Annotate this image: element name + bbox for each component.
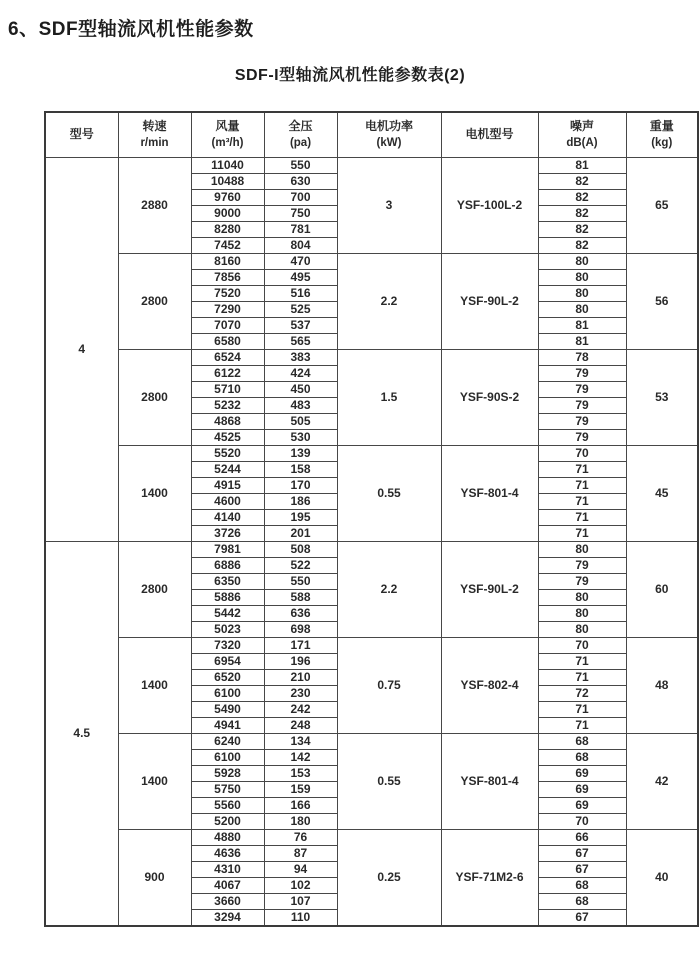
table-row [45, 733, 698, 749]
col-header-power [337, 112, 441, 157]
cell-pressure: 134 [264, 733, 337, 749]
cell-motor: YSF-802-4 [441, 637, 538, 733]
col-header-pressure [264, 112, 337, 157]
col-header-unit: (m³/h) [211, 137, 244, 150]
cell-noise: 68 [538, 893, 626, 909]
col-header-label: 电机型号 [465, 127, 514, 142]
cell-pressure: 495 [264, 269, 337, 285]
cell-noise: 71 [538, 461, 626, 477]
cell-noise: 81 [538, 333, 626, 349]
cell-noise: 67 [538, 909, 626, 926]
cell-pressure: 196 [264, 653, 337, 669]
cell-noise: 69 [538, 781, 626, 797]
cell-airflow: 7452 [191, 237, 264, 253]
cell-noise: 80 [538, 269, 626, 285]
cell-noise: 80 [538, 589, 626, 605]
cell-noise: 81 [538, 317, 626, 333]
cell-airflow: 4310 [191, 861, 264, 877]
cell-airflow: 4600 [191, 493, 264, 509]
cell-pressure: 159 [264, 781, 337, 797]
col-header-label: 风量 [215, 119, 240, 134]
cell-speed: 2800 [118, 253, 191, 349]
cell-pressure: 537 [264, 317, 337, 333]
cell-airflow: 7520 [191, 285, 264, 301]
cell-pressure: 170 [264, 477, 337, 493]
cell-airflow: 5750 [191, 781, 264, 797]
cell-power: 0.75 [337, 637, 441, 733]
cell-airflow: 9760 [191, 189, 264, 205]
cell-airflow: 11040 [191, 157, 264, 173]
cell-noise: 67 [538, 861, 626, 877]
cell-power: 1.5 [337, 349, 441, 445]
table-row [45, 157, 698, 173]
cell-noise: 80 [538, 301, 626, 317]
cell-weight: 45 [626, 445, 698, 541]
cell-weight: 53 [626, 349, 698, 445]
cell-pressure: 102 [264, 877, 337, 893]
cell-airflow: 6954 [191, 653, 264, 669]
cell-pressure: 565 [264, 333, 337, 349]
cell-noise: 69 [538, 765, 626, 781]
cell-pressure: 508 [264, 541, 337, 557]
cell-airflow: 6122 [191, 365, 264, 381]
cell-airflow: 6350 [191, 573, 264, 589]
cell-airflow: 4525 [191, 429, 264, 445]
cell-pressure: 522 [264, 557, 337, 573]
cell-pressure: 630 [264, 173, 337, 189]
cell-pressure: 550 [264, 157, 337, 173]
cell-pressure: 166 [264, 797, 337, 813]
cell-airflow: 4636 [191, 845, 264, 861]
cell-noise: 69 [538, 797, 626, 813]
cell-power: 2.2 [337, 541, 441, 637]
cell-noise: 71 [538, 477, 626, 493]
cell-noise: 68 [538, 877, 626, 893]
cell-airflow: 7320 [191, 637, 264, 653]
cell-pressure: 248 [264, 717, 337, 733]
cell-airflow: 6100 [191, 685, 264, 701]
cell-noise: 79 [538, 573, 626, 589]
cell-airflow: 3726 [191, 525, 264, 541]
cell-noise: 82 [538, 205, 626, 221]
cell-pressure: 195 [264, 509, 337, 525]
cell-pressure: 94 [264, 861, 337, 877]
cell-noise: 79 [538, 557, 626, 573]
cell-weight: 65 [626, 157, 698, 253]
cell-noise: 80 [538, 621, 626, 637]
cell-airflow: 7856 [191, 269, 264, 285]
cell-airflow: 9000 [191, 205, 264, 221]
cell-pressure: 588 [264, 589, 337, 605]
cell-pressure: 230 [264, 685, 337, 701]
table-title: SDF-I型轴流风机性能参数表(2) [234, 67, 466, 84]
cell-airflow: 4941 [191, 717, 264, 733]
cell-airflow: 7290 [191, 301, 264, 317]
cell-airflow: 5710 [191, 381, 264, 397]
cell-airflow: 4140 [191, 509, 264, 525]
col-header-unit: (pa) [289, 137, 312, 150]
table-row [45, 253, 698, 269]
page-title: 6、SDF型轴流风机性能参数 [8, 19, 254, 40]
cell-motor: YSF-71M2-6 [441, 829, 538, 926]
cell-noise: 78 [538, 349, 626, 365]
cell-noise: 79 [538, 381, 626, 397]
cell-motor: YSF-90S-2 [441, 349, 538, 445]
cell-noise: 80 [538, 285, 626, 301]
cell-pressure: 483 [264, 397, 337, 413]
cell-noise: 79 [538, 413, 626, 429]
col-header-weight [626, 112, 698, 157]
cell-noise: 80 [538, 253, 626, 269]
cell-pressure: 210 [264, 669, 337, 685]
col-header-speed [118, 112, 191, 157]
cell-weight: 42 [626, 733, 698, 829]
cell-pressure: 186 [264, 493, 337, 509]
cell-pressure: 550 [264, 573, 337, 589]
cell-airflow: 5442 [191, 605, 264, 621]
cell-power: 3 [337, 157, 441, 253]
col-header-unit: (kW) [376, 137, 402, 150]
cell-pressure: 424 [264, 365, 337, 381]
cell-noise: 71 [538, 669, 626, 685]
cell-airflow: 10488 [191, 173, 264, 189]
cell-noise: 82 [538, 237, 626, 253]
cell-airflow: 6886 [191, 557, 264, 573]
cell-weight: 40 [626, 829, 698, 926]
cell-airflow: 7981 [191, 541, 264, 557]
cell-weight: 48 [626, 637, 698, 733]
cell-pressure: 242 [264, 701, 337, 717]
cell-model: 4 [45, 157, 118, 541]
table-header [45, 112, 698, 157]
cell-noise: 70 [538, 445, 626, 461]
cell-pressure: 171 [264, 637, 337, 653]
cell-airflow: 5232 [191, 397, 264, 413]
cell-noise: 82 [538, 189, 626, 205]
table-row [45, 541, 698, 557]
cell-noise: 80 [538, 541, 626, 557]
cell-noise: 80 [538, 605, 626, 621]
cell-pressure: 505 [264, 413, 337, 429]
cell-noise: 70 [538, 813, 626, 829]
col-header-label: 电机功率 [364, 119, 413, 134]
cell-pressure: 139 [264, 445, 337, 461]
col-header-motor [441, 112, 538, 157]
cell-motor: YSF-801-4 [441, 733, 538, 829]
cell-airflow: 5244 [191, 461, 264, 477]
col-header-label: 转速 [142, 119, 167, 134]
cell-noise: 71 [538, 509, 626, 525]
cell-speed: 1400 [118, 637, 191, 733]
col-header-unit: r/min [140, 137, 169, 150]
cell-pressure: 201 [264, 525, 337, 541]
cell-noise: 67 [538, 845, 626, 861]
cell-power: 2.2 [337, 253, 441, 349]
cell-pressure: 470 [264, 253, 337, 269]
col-header-model [45, 112, 118, 157]
cell-pressure: 87 [264, 845, 337, 861]
cell-pressure: 107 [264, 893, 337, 909]
cell-weight: 56 [626, 253, 698, 349]
cell-airflow: 5023 [191, 621, 264, 637]
cell-pressure: 383 [264, 349, 337, 365]
col-header-unit: dB(A) [566, 137, 598, 150]
document-page [0, 14, 700, 965]
cell-weight: 60 [626, 541, 698, 637]
cell-pressure: 153 [264, 765, 337, 781]
cell-airflow: 4067 [191, 877, 264, 893]
fan-performance-table [44, 111, 699, 927]
cell-speed: 900 [118, 829, 191, 926]
cell-airflow: 4915 [191, 477, 264, 493]
cell-airflow: 5928 [191, 765, 264, 781]
cell-noise: 79 [538, 429, 626, 445]
cell-airflow: 5520 [191, 445, 264, 461]
cell-pressure: 530 [264, 429, 337, 445]
cell-noise: 70 [538, 637, 626, 653]
cell-pressure: 804 [264, 237, 337, 253]
cell-pressure: 450 [264, 381, 337, 397]
cell-pressure: 180 [264, 813, 337, 829]
cell-noise: 81 [538, 157, 626, 173]
cell-noise: 68 [538, 733, 626, 749]
col-header-label: 重量 [649, 119, 674, 134]
cell-pressure: 158 [264, 461, 337, 477]
col-header-label: 噪声 [569, 119, 594, 134]
cell-airflow: 5560 [191, 797, 264, 813]
table-row [45, 637, 698, 653]
cell-pressure: 698 [264, 621, 337, 637]
col-header-airflow [191, 112, 264, 157]
cell-motor: YSF-90L-2 [441, 541, 538, 637]
cell-model: 4.5 [45, 541, 118, 926]
cell-pressure: 700 [264, 189, 337, 205]
cell-airflow: 8160 [191, 253, 264, 269]
cell-airflow: 5200 [191, 813, 264, 829]
cell-pressure: 525 [264, 301, 337, 317]
cell-noise: 68 [538, 749, 626, 765]
col-header-noise [538, 112, 626, 157]
cell-pressure: 76 [264, 829, 337, 845]
cell-airflow: 6240 [191, 733, 264, 749]
cell-airflow: 4880 [191, 829, 264, 845]
table-row [45, 349, 698, 365]
cell-noise: 71 [538, 525, 626, 541]
cell-noise: 71 [538, 701, 626, 717]
cell-noise: 72 [538, 685, 626, 701]
header-row [45, 112, 698, 157]
cell-airflow: 5490 [191, 701, 264, 717]
cell-airflow: 7070 [191, 317, 264, 333]
table-row [45, 445, 698, 461]
col-header-label: 型号 [69, 127, 94, 142]
cell-speed: 2800 [118, 541, 191, 637]
cell-motor: YSF-100L-2 [441, 157, 538, 253]
cell-airflow: 3294 [191, 909, 264, 926]
cell-noise: 79 [538, 397, 626, 413]
cell-noise: 66 [538, 829, 626, 845]
cell-airflow: 4868 [191, 413, 264, 429]
cell-airflow: 5886 [191, 589, 264, 605]
cell-pressure: 636 [264, 605, 337, 621]
cell-airflow: 6520 [191, 669, 264, 685]
cell-power: 0.55 [337, 445, 441, 541]
cell-noise: 82 [538, 173, 626, 189]
cell-airflow: 6524 [191, 349, 264, 365]
cell-noise: 71 [538, 653, 626, 669]
cell-motor: YSF-90L-2 [441, 253, 538, 349]
table-row [45, 829, 698, 845]
cell-noise: 79 [538, 365, 626, 381]
cell-pressure: 516 [264, 285, 337, 301]
col-header-label: 全压 [288, 119, 313, 134]
cell-airflow: 6100 [191, 749, 264, 765]
cell-power: 0.25 [337, 829, 441, 926]
cell-pressure: 750 [264, 205, 337, 221]
cell-speed: 1400 [118, 445, 191, 541]
cell-power: 0.55 [337, 733, 441, 829]
col-header-unit: (kg) [651, 137, 673, 150]
cell-airflow: 8280 [191, 221, 264, 237]
cell-pressure: 142 [264, 749, 337, 765]
cell-airflow: 6580 [191, 333, 264, 349]
cell-speed: 2800 [118, 349, 191, 445]
cell-motor: YSF-801-4 [441, 445, 538, 541]
cell-pressure: 110 [264, 909, 337, 926]
cell-noise: 71 [538, 493, 626, 509]
table-body [45, 157, 698, 926]
cell-speed: 1400 [118, 733, 191, 829]
cell-airflow: 3660 [191, 893, 264, 909]
cell-speed: 2880 [118, 157, 191, 253]
cell-noise: 71 [538, 717, 626, 733]
cell-pressure: 781 [264, 221, 337, 237]
cell-noise: 82 [538, 221, 626, 237]
